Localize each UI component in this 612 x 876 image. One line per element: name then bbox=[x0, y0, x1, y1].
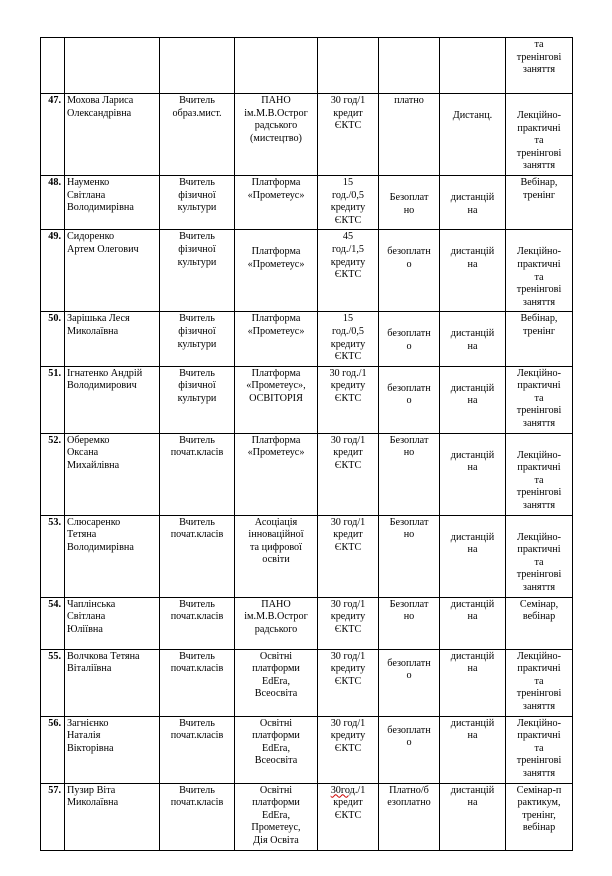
hours-credits: 15 год./0,5 кредиту ЄКТС bbox=[318, 312, 379, 366]
table-row bbox=[41, 783, 573, 850]
training-type: Вебінар, тренінг bbox=[506, 312, 573, 366]
format: Дистанц. bbox=[440, 94, 506, 176]
position: Вчитель почат.класів bbox=[160, 649, 235, 716]
hours-credits: 30 год/1 кредит ЄКТС bbox=[318, 515, 379, 597]
staff-training-table bbox=[40, 37, 573, 851]
row-number: 49. bbox=[41, 230, 65, 312]
format: дистанцій на bbox=[440, 783, 506, 850]
table-row bbox=[41, 716, 573, 783]
position: Вчитель почат.класів bbox=[160, 716, 235, 783]
row-number: 47. bbox=[41, 94, 65, 176]
format: дистанцій на bbox=[440, 597, 506, 649]
payment: безоплатн о bbox=[379, 366, 440, 433]
provider: Освітні платформи EdEra, Прометеус, Дія Освіта bbox=[235, 783, 318, 850]
payment: безоплатн о bbox=[379, 649, 440, 716]
hours-credits: 30 год/1 кредиту ЄКТС bbox=[318, 716, 379, 783]
hours-credits: 45 год./1,5 кредиту ЄКТС bbox=[318, 230, 379, 312]
row-number: 56. bbox=[41, 716, 65, 783]
row-number: 48. bbox=[41, 175, 65, 229]
table-row bbox=[41, 38, 573, 94]
training-type: Семінар-п рактикум, тренінг, вебінар bbox=[506, 783, 573, 850]
hours-credits bbox=[318, 783, 379, 850]
training-type: Лекційно- практичні та тренінгові заняття bbox=[506, 515, 573, 597]
payment bbox=[379, 38, 440, 94]
table-row bbox=[41, 175, 573, 229]
provider: Освітні платформи EdEra, Всеосвіта bbox=[235, 716, 318, 783]
training-type: Лекційно- практичні та тренінгові заняття bbox=[506, 716, 573, 783]
training-type: та тренінгові заняття bbox=[506, 38, 573, 94]
provider: Платформа «Прометеус» bbox=[235, 433, 318, 515]
row-number: 51. bbox=[41, 366, 65, 433]
teacher-name: Загнієнко Наталія Вікторівна bbox=[65, 716, 160, 783]
training-type: Лекційно- практичні та тренінгові заняття bbox=[506, 433, 573, 515]
row-number: 57. bbox=[41, 783, 65, 850]
hours-value-spellcheck: 30год bbox=[330, 784, 355, 796]
row-number bbox=[41, 38, 65, 94]
format: дистанцій на bbox=[440, 312, 506, 366]
format: дистанцій на bbox=[440, 433, 506, 515]
table-row bbox=[41, 94, 573, 176]
table-row bbox=[41, 366, 573, 433]
payment: безоплатн о bbox=[379, 312, 440, 366]
table-row bbox=[41, 649, 573, 716]
format bbox=[440, 38, 506, 94]
table-row bbox=[41, 230, 573, 312]
row-number: 55. bbox=[41, 649, 65, 716]
training-type: Лекційно- практичні та тренінгові заняття bbox=[506, 94, 573, 176]
training-type: Лекційно- практичні та тренінгові заняття bbox=[506, 366, 573, 433]
position: Вчитель почат.класів bbox=[160, 597, 235, 649]
position: Вчитель фізичної культури bbox=[160, 312, 235, 366]
training-type: Вебінар, тренінг bbox=[506, 175, 573, 229]
position: Вчитель фізичної культури bbox=[160, 230, 235, 312]
teacher-name: Волчкова Тетяна Віталіївна bbox=[65, 649, 160, 716]
provider: ПАНО ім.М.В.Острог радського (мистецтво) bbox=[235, 94, 318, 176]
provider: Асоціація інноваційної та цифрової освіти bbox=[235, 515, 318, 597]
position: Вчитель почат.класів bbox=[160, 783, 235, 850]
provider: Платформа «Прометеус», ОСВІТОРІЯ bbox=[235, 366, 318, 433]
row-number: 52. bbox=[41, 433, 65, 515]
position: Вчитель фізичної культури bbox=[160, 175, 235, 229]
row-number: 50. bbox=[41, 312, 65, 366]
format: дистанцій на bbox=[440, 649, 506, 716]
row-number: 53. bbox=[41, 515, 65, 597]
format: дистанцій на bbox=[440, 175, 506, 229]
training-type: Лекційно- практичні та тренінгові заняття bbox=[506, 649, 573, 716]
provider bbox=[235, 38, 318, 94]
payment: Безоплат но bbox=[379, 515, 440, 597]
teacher-name: Зарішька Леся Миколаївна bbox=[65, 312, 160, 366]
provider: Платформа «Прометеус» bbox=[235, 175, 318, 229]
hours-credits: 15 год./0,5 кредиту ЄКТС bbox=[318, 175, 379, 229]
format: дистанцій на bbox=[440, 230, 506, 312]
payment: Безоплат но bbox=[379, 433, 440, 515]
position bbox=[160, 38, 235, 94]
teacher-name: Оберемко Оксана Михайлівна bbox=[65, 433, 160, 515]
hours-credits bbox=[318, 38, 379, 94]
provider: Освітні платформи EdEra, Всеосвіта bbox=[235, 649, 318, 716]
hours-credits: 30 год/1 кредиту ЄКТС bbox=[318, 649, 379, 716]
table-row bbox=[41, 597, 573, 649]
position: Вчитель почат.класів bbox=[160, 433, 235, 515]
hours-credits: 30 год./1 кредиту ЄКТС bbox=[318, 366, 379, 433]
teacher-name: Ігнатенко Андрій Володимирович bbox=[65, 366, 160, 433]
payment: Безоплат но bbox=[379, 175, 440, 229]
table-row bbox=[41, 515, 573, 597]
hours-credits: 30 год/1 кредит ЄКТС bbox=[318, 433, 379, 515]
teacher-name: Пузир Віта Миколаївна bbox=[65, 783, 160, 850]
table-row bbox=[41, 433, 573, 515]
hours-credits: 30 год/1 кредит ЄКТС bbox=[318, 94, 379, 176]
position: Вчитель образ.мист. bbox=[160, 94, 235, 176]
position: Вчитель фізичної культури bbox=[160, 366, 235, 433]
teacher-name bbox=[65, 38, 160, 94]
provider: ПАНО ім.М.В.Острог радського bbox=[235, 597, 318, 649]
row-number: 54. bbox=[41, 597, 65, 649]
payment: безоплатн о bbox=[379, 230, 440, 312]
format: дистанцій на bbox=[440, 366, 506, 433]
teacher-name: Мохова Лариса Олександрівна bbox=[65, 94, 160, 176]
format: дистанцій на bbox=[440, 515, 506, 597]
teacher-name: Слюсаренко Тетяна Володимирівна bbox=[65, 515, 160, 597]
payment: платно bbox=[379, 94, 440, 176]
payment: безоплатн о bbox=[379, 716, 440, 783]
hours-credits: 30 год/1 кредиту ЄКТС bbox=[318, 597, 379, 649]
payment: Безоплат но bbox=[379, 597, 440, 649]
provider: Платформа «Прометеус» bbox=[235, 230, 318, 312]
teacher-name: Науменко Світлана Володимирівна bbox=[65, 175, 160, 229]
training-type: Семінар, вебінар bbox=[506, 597, 573, 649]
training-type: Лекційно- практичні та тренінгові заняття bbox=[506, 230, 573, 312]
provider: Платформа «Прометеус» bbox=[235, 312, 318, 366]
table-row bbox=[41, 312, 573, 366]
hours-credits-rest: ./1 кредит ЄКТС bbox=[333, 784, 366, 821]
payment: Платно/б езоплатно bbox=[379, 783, 440, 850]
format: дистанцій на bbox=[440, 716, 506, 783]
teacher-name: Чаплінська Світлана Юліївна bbox=[65, 597, 160, 649]
teacher-name: Сидоренко Артем Олегович bbox=[65, 230, 160, 312]
position: Вчитель почат.класів bbox=[160, 515, 235, 597]
